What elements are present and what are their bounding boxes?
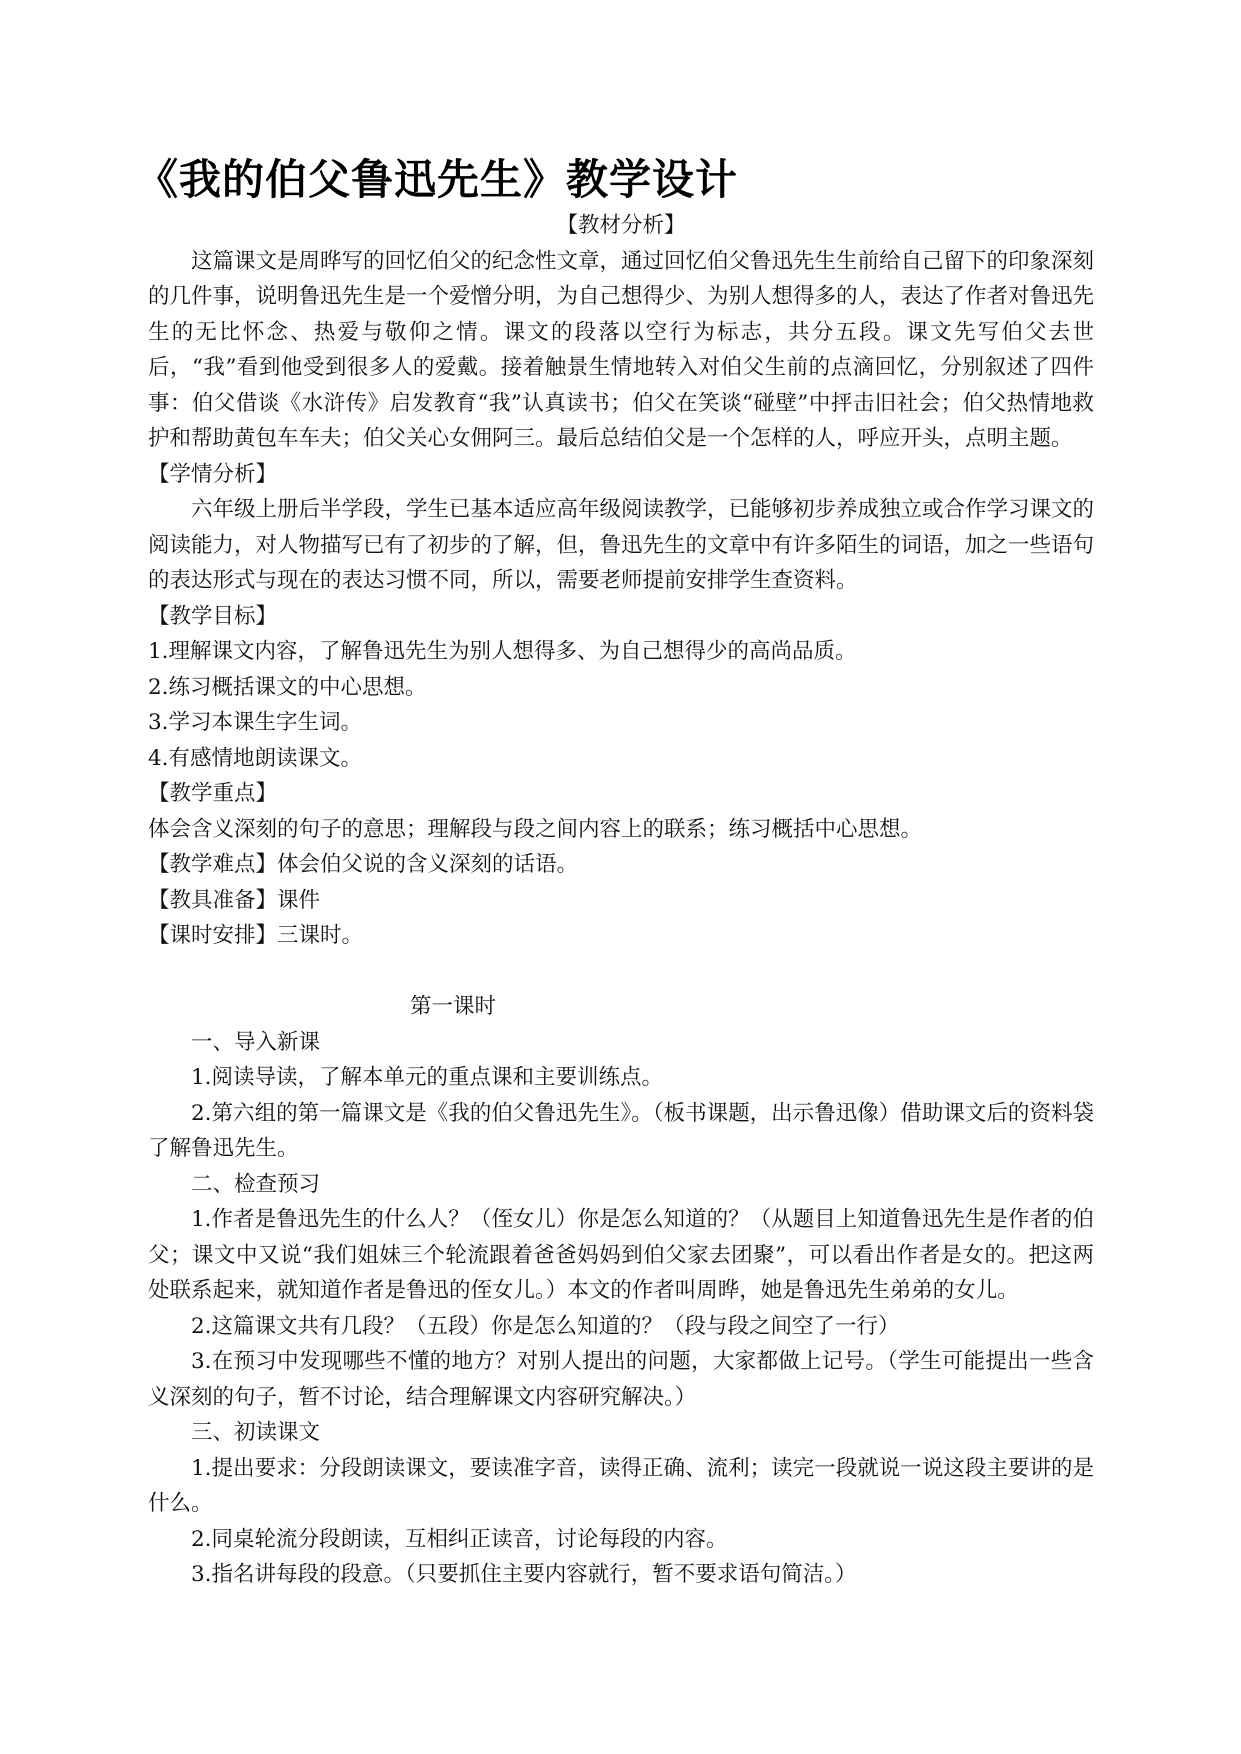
paragraph: 2.这篇课文共有几段？（五段）你是怎么知道的？（段与段之间空了一行） — [191, 1313, 900, 1339]
subsection-title: 三、初读课文 — [191, 1420, 321, 1445]
paragraph: 1.作者是鲁迅先生的什么人？（侄女儿）你是怎么知道的？（从题目上知道鲁迅先生是作者的伯父；课文中又说“我们姐妹三个轮流跟着爸爸妈妈到伯父家去团聚”，可以看出作者是女的。把这两处联系起来，就知道作者是鲁迅的侄女儿。）本文的作者叫周晔，她是鲁迅先生弟弟的女儿。 — [148, 1207, 1094, 1303]
lesson-heading: 第一课时 — [410, 994, 497, 1019]
paragraph: 2.第六组的第一篇课文是《我的伯父鲁迅先生》。（板书课题，出示鲁迅像）借助课文后的资料袋了解鲁迅先生。 — [148, 1100, 1094, 1161]
paragraph: 1.阅读导读，了解本单元的重点课和主要训练点。 — [191, 1065, 664, 1090]
document-page — [136, 152, 1095, 1593]
subsection-title: 一、导入新课 — [191, 1029, 321, 1055]
paragraph: 2.同桌轮流分段朗读，互相纠正读音，讨论每段的内容。 — [191, 1526, 728, 1552]
section-heading-learners: 【学情分析】 — [148, 461, 278, 487]
section-heading-goals: 【教学目标】 — [148, 603, 278, 629]
tools-line: 【教具准备】课件 — [148, 887, 321, 913]
schedule-line: 【课时安排】三课时。 — [148, 923, 364, 948]
paragraph-material: 这篇课文是周晔写的回忆伯父的纪念性文章，通过回忆伯父鲁迅先生生前给自己留下的印象深刻的几件事，说明鲁迅先生是一个爱憎分明，为自己想得少、为别人想得多的人，表达了作者对鲁迅先生的无比怀念、热爱与敬仰之情。课文的段落以空行为标志，共分五段。课文先写伯父去世后，“我”看到他受到很多人的爱戴。接着触景生情地转入对伯父生前的点滴回忆，分别叙述了四件事：伯父借谈《水浒传》启发教育“我”认真读书；伯父在笑谈“碰壁”中抨击旧社会；伯父热情地救护和帮助黄包车车夫；伯父关心女佣阿三。最后总结伯父是一个怎样的人，呼应开头，点明主题。 — [148, 248, 1095, 451]
goal-item: 1.理解课文内容，了解鲁迅先生为别人想得多、为自己想得少的高尚品质。 — [148, 639, 857, 664]
section-heading-material: 【教材分析】 — [556, 213, 686, 238]
subsection-title: 二、检查预习 — [191, 1171, 321, 1197]
paragraph-learners: 六年级上册后半学段，学生已基本适应高年级阅读教学，已能够初步养成独立或合作学习课文的阅读能力，对人物描写已有了初步的了解，但，鲁迅先生的文章中有许多陌生的词语，加之一些语句的表达形式与现在的表达习惯不同，所以，需要老师提前安排学生查资料。 — [148, 497, 1095, 593]
goal-item: 2.练习概括课文的中心思想。 — [148, 674, 427, 700]
spacer — [148, 954, 1094, 990]
section-heading-keypoints: 【教学重点】 — [148, 781, 278, 806]
goal-item: 4.有感情地朗读课文。 — [148, 745, 363, 771]
paragraph-keypoints: 体会含义深刻的句子的意思；理解段与段之间内容上的联系；练习概括中心思想。 — [148, 816, 923, 842]
paragraph: 1.提出要求：分段朗读课文，要读准字音，读得正确、流利；读完一段就说一说这段主要讲的是什么。 — [148, 1455, 1094, 1516]
paragraph: 3.指名讲每段的段意。（只要抓住主要内容就行，暂不要求语句简洁。） — [191, 1562, 857, 1587]
difficulty-line: 【教学难点】体会伯父说的含义深刻的话语。 — [148, 852, 579, 877]
goal-item: 3.学习本课生字生词。 — [148, 710, 363, 735]
paragraph: 3.在预习中发现哪些不懂的地方？对别人提出的问题，大家都做上记号。（学生可能提出一些含义深刻的句子，暂不讨论，结合理解课文内容研究解决。） — [148, 1349, 1094, 1410]
document-title: 《我的伯父鲁迅先生》教学设计 — [136, 155, 739, 204]
